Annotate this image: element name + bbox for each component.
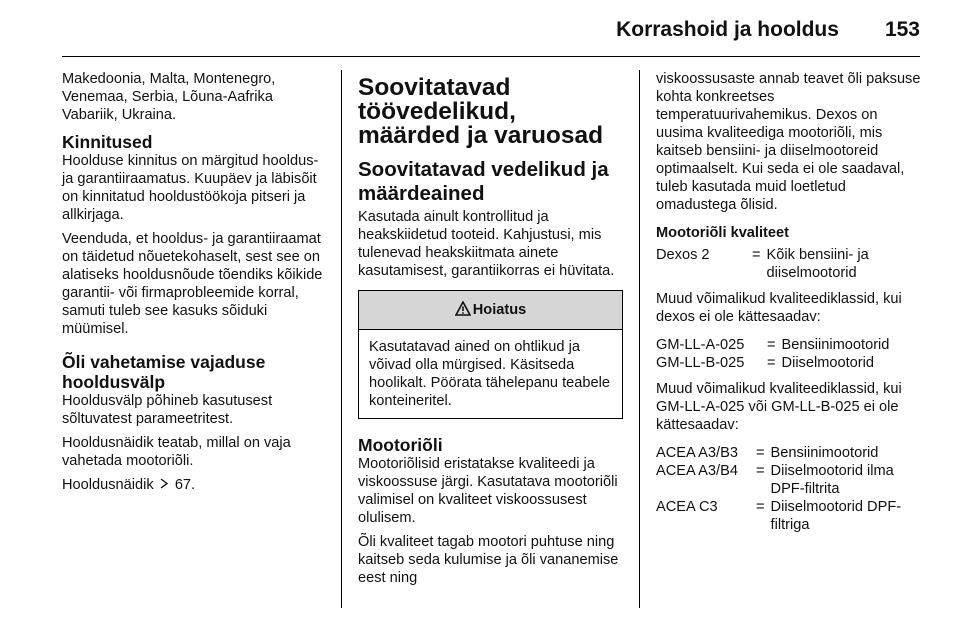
column-divider [639,70,640,608]
warning-box [358,290,623,419]
spec-value: Bensiinimootorid [781,337,890,353]
spec-key: GM-LL-B-025 [656,355,745,371]
spec-value: Diiselmootorid ilma DPF-filtrita [770,463,894,497]
spec-equals: = [756,445,765,461]
page-number: 153 [884,18,920,41]
paragraph: Hoolduse kinnitus on märgitud hooldus- ja garantiiraamatus. Kuupäev ja läbisõit on kinnitatud hooldustöökoja pitseri ja allkirjaga. [62,153,319,223]
spec-equals: = [756,463,765,479]
warning-triangle-icon [455,293,471,331]
table-row [656,246,926,282]
spec-equals: = [767,337,776,353]
paragraph: Muud võimalikud kvaliteediklassid, kui GM-LL-A-025 või GM-LL-B-025 ei ole kättesaadav: [656,381,902,433]
header-rule [62,56,920,57]
reference-label: Hooldusnäidik [62,477,154,493]
paragraph: Kasutada ainult kontrollitud ja heakskiidetud tooteid. Kahjustusi, mis tulenevad heakskiitmata ainete kasutamisest, garantiikorras ei hüvitata. [358,209,615,279]
paragraph: Hooldusnäidik teatab, millal on vaja vahetada mootoriõli. [62,435,291,469]
quality-table-dexos [656,246,926,282]
spec-equals: = [752,247,761,263]
motor-oil-heading: Mootoriõli [358,435,443,455]
spec-equals: = [767,355,776,371]
oil-interval-heading: Õli vahetamise vajaduse hooldusvälp [62,352,266,392]
spec-key: ACEA C3 [656,499,718,515]
oil-quality-heading: Mootoriõli kvaliteet [656,225,789,241]
warning-text: Kasutatavad ained on ohtlikud ja võivad olla mürgised. Käsitseda hoolikalt. Pöörata tähelepanu teabele konteineritel. [369,339,610,409]
warning-title: Hoiatus [472,302,527,318]
spec-equals: = [756,499,765,515]
table-row [656,498,926,534]
intro-paragraph: Makedoonia, Malta, Montenegro, Venemaa, Serbia, Lõuna-Aafrika Vabariik, Ukraina. [62,71,276,123]
table-row [656,354,889,372]
spec-key: ACEA A3/B3 [656,445,738,461]
page-header [616,18,920,42]
spec-value: Bensiinimootorid [770,445,879,461]
spec-value: Kõik bensiini- ja diiselmootorid [766,247,869,281]
paragraph: Mootoriõlisid eristatakse kvaliteedi ja viskoossuse järgi. Kasutatava mootoriõli valimisel on kvaliteet viskoossusest olulisem. [358,456,618,526]
paragraph: viskoossusaste annab teavet õli paksuse kohta konkreetses temperatuurivahemikus. Dexos on uusima kvaliteediga mootoriõli, mis kaitseb bensiini- ja diiselmootoreid optimaalselt. Kui seda ei ole saadaval, tuleb kasutada muid loetletud omadustega õlisid. [656,71,921,213]
spec-value: Diiselmootorid [781,355,874,371]
paragraph: Hooldusvälp põhineb kasutusest sõltuvatest parameetritest. [62,393,273,427]
warning-header [359,291,622,330]
paragraph: Muud võimalikud kvaliteediklassid, kui dexos ei ole kättesaadav: [656,291,902,325]
column-divider [341,70,342,608]
quality-table-acea [656,444,926,534]
spec-value: Diiselmootorid DPF-filtriga [770,499,902,533]
kinnitused-heading: Kinnitused [62,132,153,152]
subsection-heading: Soovitatavad vedelikud ja määrdeained [358,158,609,205]
paragraph: Õli kvaliteet tagab mootori puhtuse ning kaitseb seda kulumise ja õli vananemise eest ning [358,534,619,586]
spec-key: ACEA A3/B4 [656,463,738,479]
column-3 [656,70,926,542]
column-2 [358,70,623,593]
page-title: Korrashoid ja hooldus [616,18,839,41]
page-ref-arrow-icon [160,476,169,494]
column-1 [62,70,326,500]
table-row [656,336,889,354]
spec-key: GM-LL-A-025 [656,337,745,353]
quality-table-gm [656,336,889,372]
table-row [656,444,926,462]
spec-key: Dexos 2 [656,247,710,263]
table-row [656,462,926,498]
section-heading: Soovitatavad töövedelikud, määrded ja varuosad [358,74,604,149]
paragraph: Veenduda, et hooldus- ja garantiiraamat on täidetud nõuetekohaselt, sest see on alatiseks hooldusnõude tõendiks kõikide garantii- või firmaprobleemide korral, samuti tuleb see kasuks sõiduki müümisel. [62,231,323,337]
reference-page: 67. [174,477,196,493]
page-reference[interactable] [62,476,326,494]
